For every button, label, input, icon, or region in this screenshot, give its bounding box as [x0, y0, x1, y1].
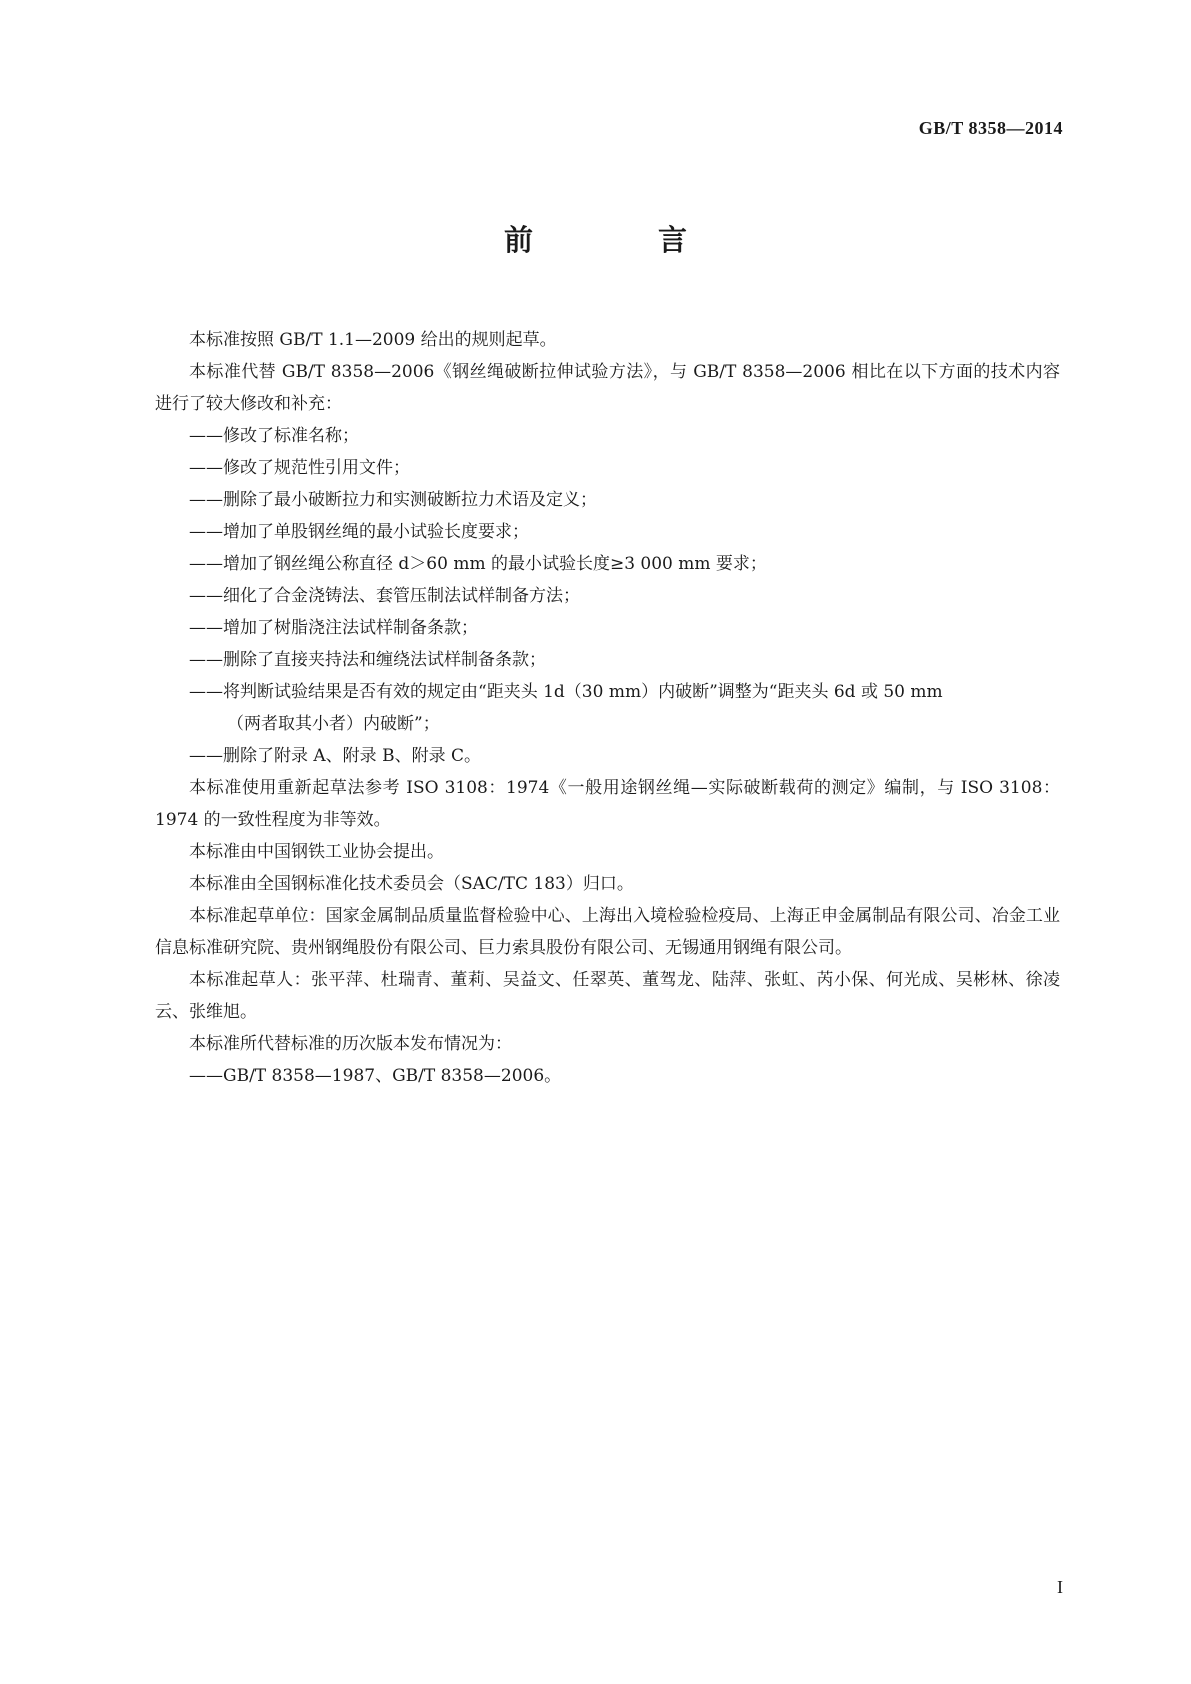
page-number: I — [1057, 1577, 1063, 1597]
paragraph-drafting-rules: 本标准按照 GB/T 1.1—2009 给出的规则起草。 — [189, 330, 557, 350]
change-item: ——增加了钢丝绳公称直径 d＞60 mm 的最小试验长度≥3 000 mm 要求； — [189, 554, 767, 574]
change-item: ——增加了单股钢丝绳的最小试验长度要求； — [189, 522, 529, 542]
change-item: ——修改了标准名称； — [189, 426, 359, 446]
paragraph-drafting-units: 本标准起草单位：国家金属制品质量监督检验中心、上海出入境检验检疫局、上海正申金属制品有限公司、冶金工业信息标准研究院、贵州钢绳股份有限公司、巨力索具股份有限公司、无锡通用钢绳有限公司。 — [155, 906, 1060, 958]
standard-code: GB/T 8358—2014 — [918, 118, 1063, 138]
paragraph-history-intro: 本标准所代替标准的历次版本发布情况为： — [189, 1034, 512, 1054]
change-item-line: ——将判断试验结果是否有效的规定由“距夹头 1d（30 mm）内破断”调整为“距夹头 6d 或 50 mm — [189, 682, 943, 702]
history-item: ——GB/T 8358—1987、GB/T 8358—2006。 — [189, 1066, 562, 1086]
paragraph-committee: 本标准由全国钢标准化技术委员会（SAC/TC 183）归口。 — [189, 874, 634, 894]
paragraph-drafters: 本标准起草人：张平萍、杜瑞青、董莉、吴益文、任翠英、董驾龙、陆萍、张虹、芮小保、何光成、吴彬林、徐凌云、张维旭。 — [155, 970, 1060, 1022]
change-item: ——删除了直接夹持法和缠绕法试样制备条款； — [189, 650, 546, 670]
change-item: ——细化了合金浇铸法、套管压制法试样制备方法； — [189, 586, 580, 606]
paragraph-proposer: 本标准由中国钢铁工业协会提出。 — [189, 842, 444, 862]
document-body — [155, 324, 1060, 1092]
change-item: ——增加了树脂浇注法试样制备条款； — [189, 618, 478, 638]
change-item: ——删除了附录 A、附录 B、附录 C。 — [189, 746, 481, 766]
change-item: ——删除了最小破断拉力和实测破断拉力术语及定义； — [189, 490, 597, 510]
paragraph-replacement-note: 本标准代替 GB/T 8358—2006《钢丝绳破断拉伸试验方法》，与 GB/T 8358—2006 相比在以下方面的技术内容进行了较大修改和补充： — [155, 362, 1060, 414]
change-item: ——修改了规范性引用文件； — [189, 458, 410, 478]
change-item-continuation: （两者取其小者）内破断”； — [227, 714, 440, 734]
change-item-validity-rule — [155, 676, 1060, 740]
page-title: 前 言 — [503, 223, 735, 257]
paragraph-iso-reference: 本标准使用重新起草法参考 ISO 3108：1974《一般用途钢丝绳—实际破断载荷的测定》编制，与 ISO 3108：1974 的一致性程度为非等效。 — [155, 778, 1060, 830]
